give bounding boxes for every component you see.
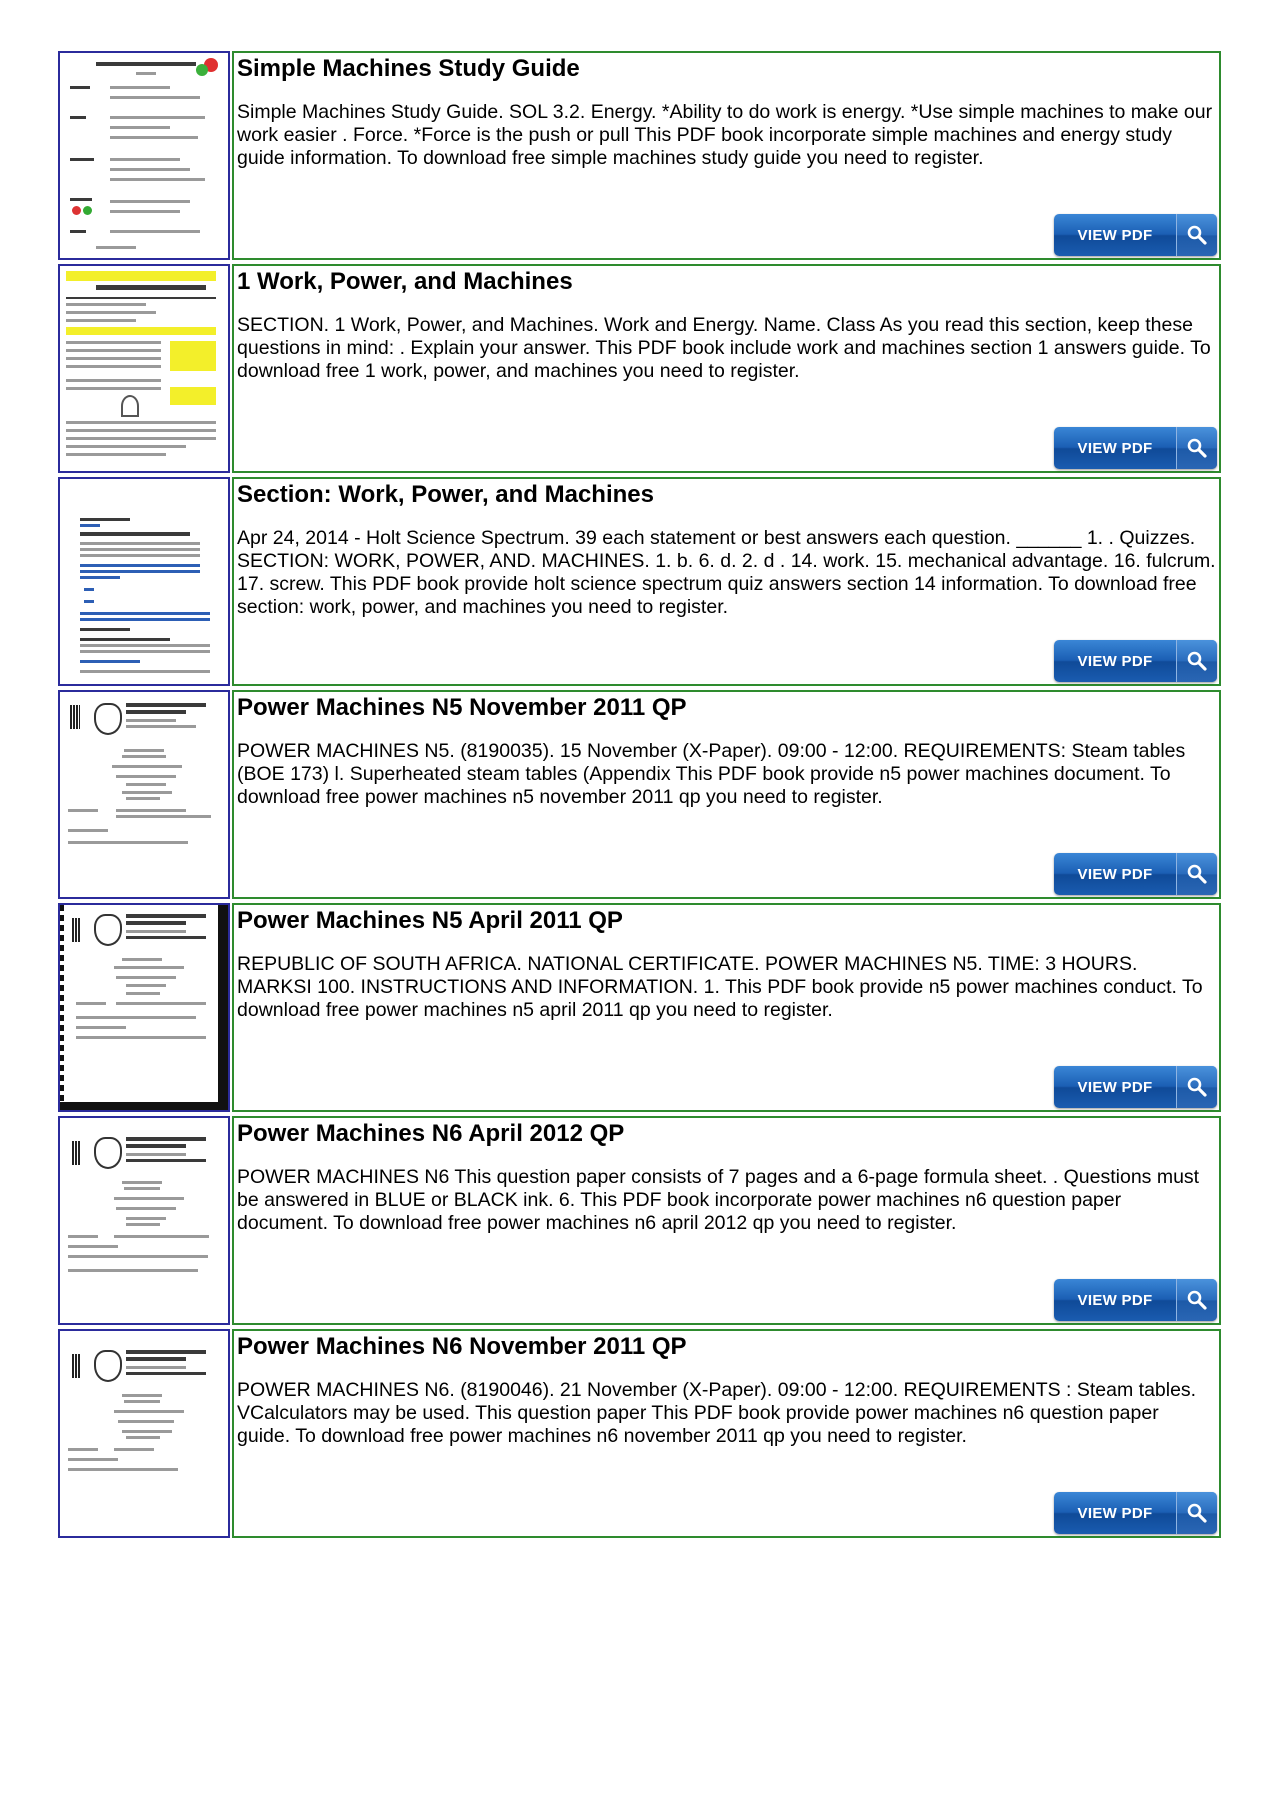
- document-description: Apr 24, 2014 - Holt Science Spectrum. 39 each statement or best answers each question. ______ 1. . Quizzes. SECTION: WORK, POWER, AND. MACHINES. 1. b. 6. d. 2. d . 14. work. 15. mechanical advantage. 16. fulcrum. 17. screw. This PDF book provide holt science spectrum quiz answers section 14 information. To download free section: work, power, and machines you need to register.: [237, 527, 1216, 618]
- document-description: POWER MACHINES N6 This question paper consists of 7 pages and a 6-page formula sheet. . Questions must be answered in BLUE or BLACK ink. 6. This PDF book incorporate power machines n6 question paper document. To download free power machines n6 april 2012 qp you need to register.: [237, 1166, 1200, 1234]
- list-item: [58, 1116, 1223, 1325]
- document-entry: [232, 51, 1221, 260]
- document-entry: [232, 1329, 1221, 1538]
- document-title[interactable]: Power Machines N6 November 2011 QP: [237, 1333, 687, 1360]
- list-item: [58, 51, 1223, 260]
- document-list: [58, 51, 1223, 1542]
- document-description: REPUBLIC OF SOUTH AFRICA. NATIONAL CERTIFICATE. POWER MACHINES N5. TIME: 3 HOURS. MARKSI 100. INSTRUCTIONS AND INFORMATION. 1. This PDF book provide n5 power machines conduct. To download free power machines n5 april 2011 qp you need to register.: [237, 953, 1203, 1021]
- view-pdf-button[interactable]: [1054, 1279, 1217, 1321]
- document-title[interactable]: Power Machines N5 November 2011 QP: [237, 694, 687, 721]
- document-entry: [232, 1116, 1221, 1325]
- view-pdf-label: VIEW PDF: [1077, 652, 1153, 670]
- view-pdf-button[interactable]: [1054, 427, 1217, 469]
- view-pdf-button[interactable]: [1054, 214, 1217, 256]
- magnifier-icon: [1176, 1066, 1217, 1108]
- list-item: [58, 690, 1223, 899]
- document-description: POWER MACHINES N6. (8190046). 21 November (X-Paper). 09:00 - 12:00. REQUIREMENTS : Steam tables. VCalculators may be used. This question paper This PDF book provide power machines n6 question paper guide. To download free power machines n6 november 2011 qp you need to register.: [237, 1379, 1197, 1447]
- view-pdf-button[interactable]: [1054, 640, 1217, 682]
- document-description: SECTION. 1 Work, Power, and Machines. Work and Energy. Name. Class As you read this section, keep these questions in mind: . Explain your answer. This PDF book include work and machines section 1 answers guide. To download free 1 work, power, and machines you need to register.: [237, 314, 1211, 382]
- view-pdf-label: VIEW PDF: [1077, 226, 1153, 244]
- document-title[interactable]: Power Machines N5 April 2011 QP: [237, 907, 623, 934]
- document-thumbnail[interactable]: [58, 477, 230, 686]
- view-pdf-label: VIEW PDF: [1077, 865, 1153, 883]
- magnifier-icon: [1176, 640, 1217, 682]
- list-item: [58, 264, 1223, 473]
- list-item: [58, 477, 1223, 686]
- document-entry: [232, 690, 1221, 899]
- view-pdf-button[interactable]: [1054, 853, 1217, 895]
- document-thumbnail[interactable]: [58, 264, 230, 473]
- view-pdf-label: VIEW PDF: [1077, 1078, 1153, 1096]
- magnifier-icon: [1176, 1279, 1217, 1321]
- document-thumbnail[interactable]: [58, 51, 230, 260]
- document-thumbnail[interactable]: [58, 903, 230, 1112]
- list-item: [58, 903, 1223, 1112]
- magnifier-icon: [1176, 853, 1217, 895]
- document-title[interactable]: Simple Machines Study Guide: [237, 55, 580, 82]
- view-pdf-label: VIEW PDF: [1077, 1504, 1153, 1522]
- view-pdf-button[interactable]: [1054, 1066, 1217, 1108]
- view-pdf-button[interactable]: [1054, 1492, 1217, 1534]
- view-pdf-label: VIEW PDF: [1077, 1291, 1153, 1309]
- list-item: [58, 1329, 1223, 1538]
- document-title[interactable]: Power Machines N6 April 2012 QP: [237, 1120, 625, 1147]
- document-thumbnail[interactable]: [58, 1116, 230, 1325]
- document-entry: [232, 477, 1221, 686]
- magnifier-icon: [1176, 1492, 1217, 1534]
- document-title[interactable]: Section: Work, Power, and Machines: [237, 481, 654, 508]
- document-thumbnail[interactable]: [58, 1329, 230, 1538]
- magnifier-icon: [1176, 427, 1217, 469]
- document-entry: [232, 264, 1221, 473]
- view-pdf-label: VIEW PDF: [1077, 439, 1153, 457]
- magnifier-icon: [1176, 214, 1217, 256]
- document-thumbnail[interactable]: [58, 690, 230, 899]
- document-entry: [232, 903, 1221, 1112]
- document-description: Simple Machines Study Guide. SOL 3.2. Energy. *Ability to do work is energy. *Use simple machines to make our work easier . Force. *Force is the push or pull This PDF book incorporate simple machines and energy study guide information. To download free simple machines study guide you need to register.: [237, 101, 1213, 169]
- document-description: POWER MACHINES N5. (8190035). 15 November (X-Paper). 09:00 - 12:00. REQUIREMENTS: Steam tables (BOE 173) l. Superheated steam tables (Appendix This PDF book provide n5 power machines document. To download free power machines n5 november 2011 qp you need to register.: [237, 740, 1186, 808]
- document-title[interactable]: 1 Work, Power, and Machines: [237, 268, 573, 295]
